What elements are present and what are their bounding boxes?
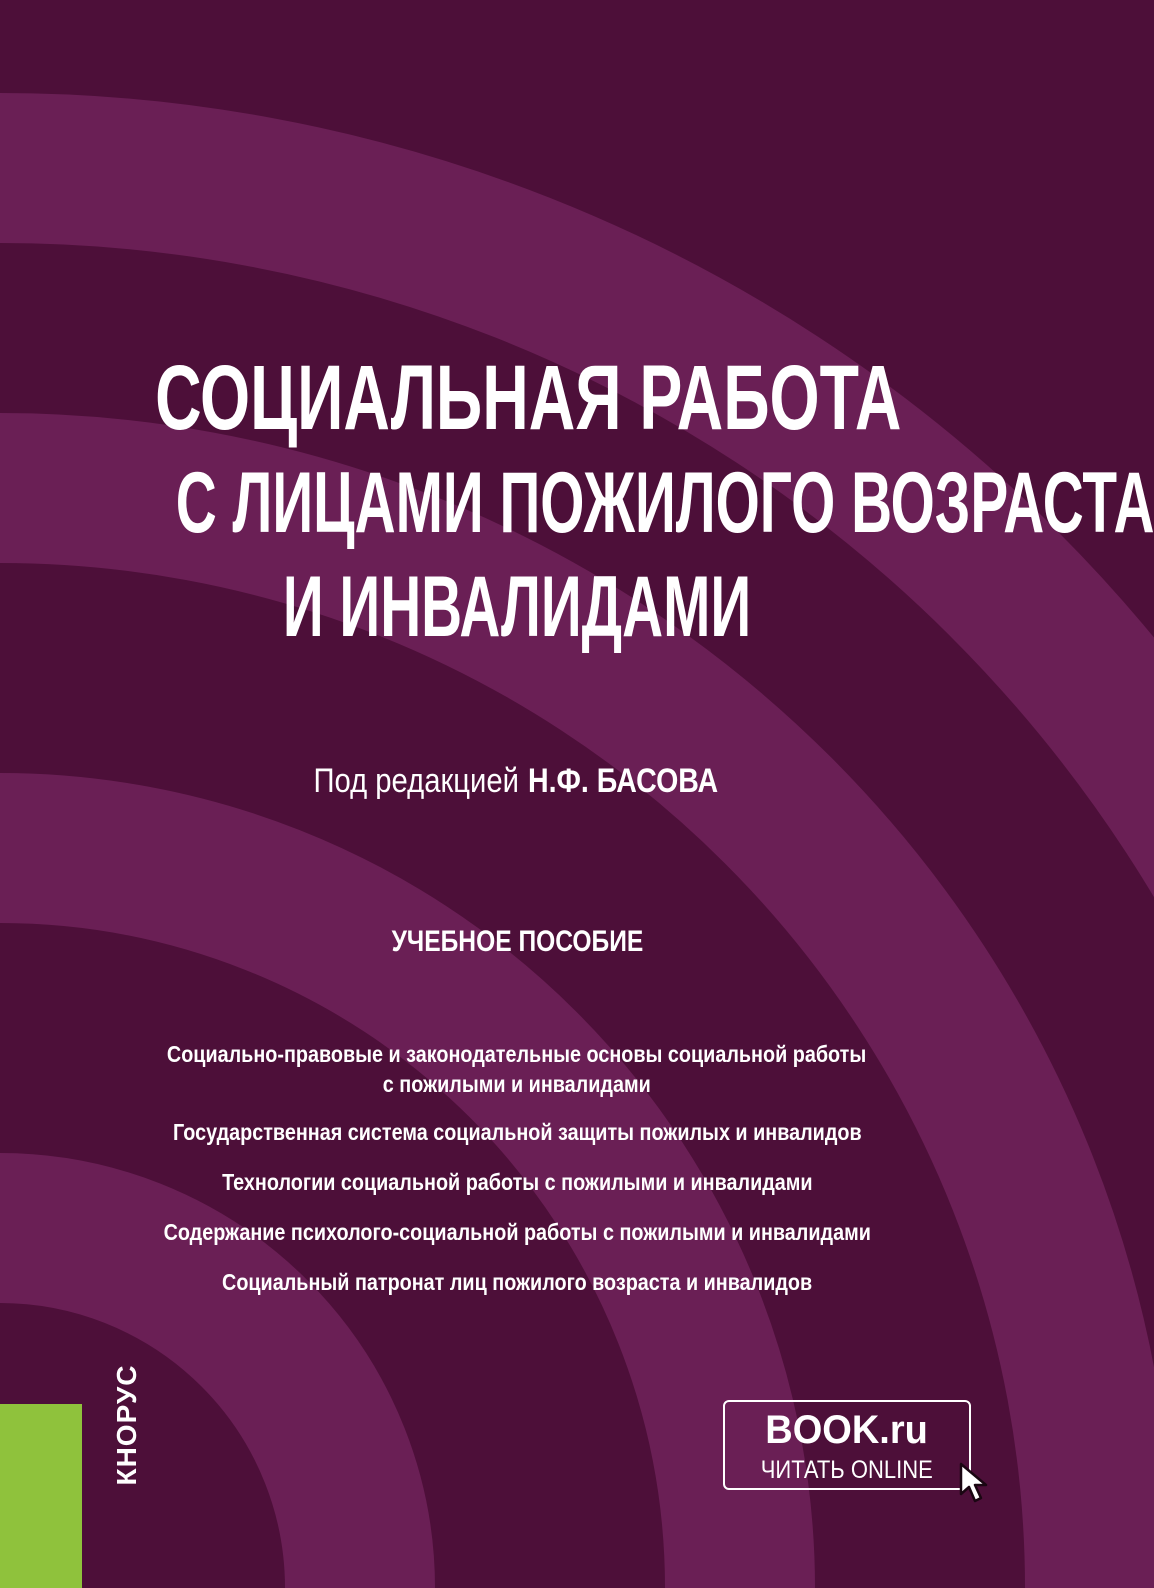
bookru-read-online: ЧИТАТЬ ONLINE xyxy=(760,1456,934,1484)
editor-credit xyxy=(0,762,1034,801)
title-line-2: С ЛИЦАМИ ПОЖИЛОГО ВОЗРАСТА xyxy=(175,455,1154,551)
title-line-1: СОЦИАЛЬНАЯ РАБОТА xyxy=(155,347,902,449)
topic-item: Государственная система социальной защиты пожилых и инвалидов xyxy=(172,1119,862,1145)
editor-name: Н.Ф. БАСОВА xyxy=(528,762,719,800)
book-title xyxy=(0,347,1154,655)
publisher-logo xyxy=(109,1355,145,1495)
green-spine-block xyxy=(0,1404,82,1588)
publisher-name: КНОРУС xyxy=(111,1364,142,1486)
bookru-badge[interactable] xyxy=(723,1400,971,1490)
cursor-arrow-icon xyxy=(958,1462,992,1504)
topic-item: Технологии социальной работы с пожилыми и инвалидами xyxy=(221,1169,813,1195)
topic-item: Социально-правовые и законодательные основы социальной работы xyxy=(167,1041,867,1067)
title-line-3: И ИНВАЛИДАМИ xyxy=(282,559,752,655)
topic-item: с пожилыми и инвалидами xyxy=(383,1071,651,1097)
bookru-brand: BOOK.ru xyxy=(765,1408,929,1452)
publication-type-label: УЧЕБНОЕ ПОСОБИЕ xyxy=(391,925,643,958)
editor-prefix: Под редакцией xyxy=(313,762,519,800)
topic-item: Содержание психолого-социальной работы с пожилыми и инвалидами xyxy=(163,1219,871,1245)
publication-type xyxy=(0,925,1034,959)
topic-item: Социальный патронат лиц пожилого возраста и инвалидов xyxy=(221,1269,813,1295)
